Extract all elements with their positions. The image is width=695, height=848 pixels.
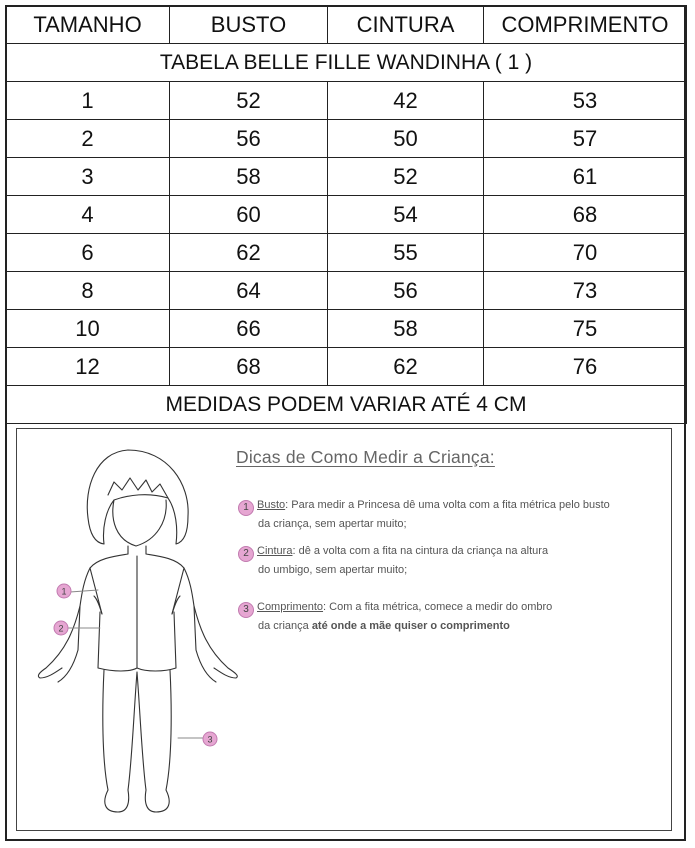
- tips-title: Dicas de Como Medir a Criança:: [236, 447, 495, 467]
- table-cell: 62: [170, 234, 328, 272]
- table-cell: 73: [484, 272, 687, 310]
- table-cell: 58: [328, 310, 484, 348]
- table-title: TABELA BELLE FILLE WANDINHA ( 1 ): [6, 44, 687, 82]
- tip-text: : dê a volta com a fita na cintura da criança na altura: [292, 545, 549, 557]
- table-cell: 58: [170, 158, 328, 196]
- tip-text: : Com a fita métrica, comece a medir do ombro: [323, 601, 553, 613]
- table-cell: 6: [6, 234, 170, 272]
- table-note-row: [6, 386, 687, 424]
- tip-term: Comprimento: [257, 601, 324, 613]
- table-body: [6, 82, 687, 386]
- table-cell: 56: [170, 120, 328, 158]
- table-cell: 4: [6, 196, 170, 234]
- tip-text-continued: do umbigo, sem apertar muito;: [258, 564, 408, 576]
- tip-busto: [238, 497, 610, 532]
- table-cell: 54: [328, 196, 484, 234]
- column-header-cintura: CINTURA: [328, 6, 484, 44]
- table-cell: 66: [170, 310, 328, 348]
- table-cell: 52: [170, 82, 328, 120]
- table-cell: 8: [6, 272, 170, 310]
- table-row: [6, 272, 687, 310]
- table-cell: 75: [484, 310, 687, 348]
- measurement-note: MEDIDAS PODEM VARIAR ATÉ 4 CM: [6, 386, 687, 424]
- column-header-comprimento: COMPRIMENTO: [484, 6, 687, 44]
- tip-comprimento: [238, 599, 552, 634]
- table-cell: 52: [328, 158, 484, 196]
- table-row: [6, 196, 687, 234]
- table-row: [6, 120, 687, 158]
- table-cell: 3: [6, 158, 170, 196]
- table-cell: 60: [170, 196, 328, 234]
- table-row: [6, 234, 687, 272]
- table-row: [6, 82, 687, 120]
- tip-number-badge: 1: [238, 500, 254, 516]
- table-cell: 57: [484, 120, 687, 158]
- table-cell: 1: [6, 82, 170, 120]
- table-cell: 68: [484, 196, 687, 234]
- tip-text-continued: [238, 618, 552, 634]
- tip-number-badge: 3: [238, 602, 254, 618]
- tip-text: : Para medir a Princesa dê uma volta com a fita métrica pelo busto: [285, 499, 610, 511]
- table-cell: 70: [484, 234, 687, 272]
- tip-term: Busto: [257, 499, 286, 511]
- tip-text-continued: da criança, sem apertar muito;: [258, 518, 407, 530]
- table-cell: 2: [6, 120, 170, 158]
- column-header-busto: BUSTO: [170, 6, 328, 44]
- table-cell: 10: [6, 310, 170, 348]
- table-cell: 12: [6, 348, 170, 386]
- table-cell: 56: [328, 272, 484, 310]
- marker-1-label: 1: [61, 586, 67, 597]
- tip-term: Cintura: [257, 545, 293, 557]
- table-row: [6, 310, 687, 348]
- table-title-row: [6, 44, 687, 82]
- marker-3-label: 3: [207, 734, 213, 745]
- table-cell: 76: [484, 348, 687, 386]
- column-header-tamanho: TAMANHO: [6, 6, 170, 44]
- tip-text-prefix: da criança: [258, 620, 312, 632]
- tip-bold-text: até onde a mãe quiser o comprimento: [311, 620, 510, 632]
- table-cell: 42: [328, 82, 484, 120]
- table-cell: 61: [484, 158, 687, 196]
- table-row: [6, 158, 687, 196]
- tip-cintura: [238, 543, 548, 578]
- tip-number-badge: 2: [238, 546, 254, 562]
- marker-2-label: 2: [58, 623, 64, 634]
- table-row: [6, 348, 687, 386]
- table-header-row: [6, 6, 687, 44]
- table-cell: 64: [170, 272, 328, 310]
- tips-section: [236, 447, 676, 632]
- table-cell: 68: [170, 348, 328, 386]
- size-table: [5, 5, 687, 424]
- hair-outline: [87, 450, 188, 544]
- table-cell: 53: [484, 82, 687, 120]
- figure-markers: [54, 584, 217, 746]
- table-cell: 50: [328, 120, 484, 158]
- table-cell: 62: [328, 348, 484, 386]
- table-cell: 55: [328, 234, 484, 272]
